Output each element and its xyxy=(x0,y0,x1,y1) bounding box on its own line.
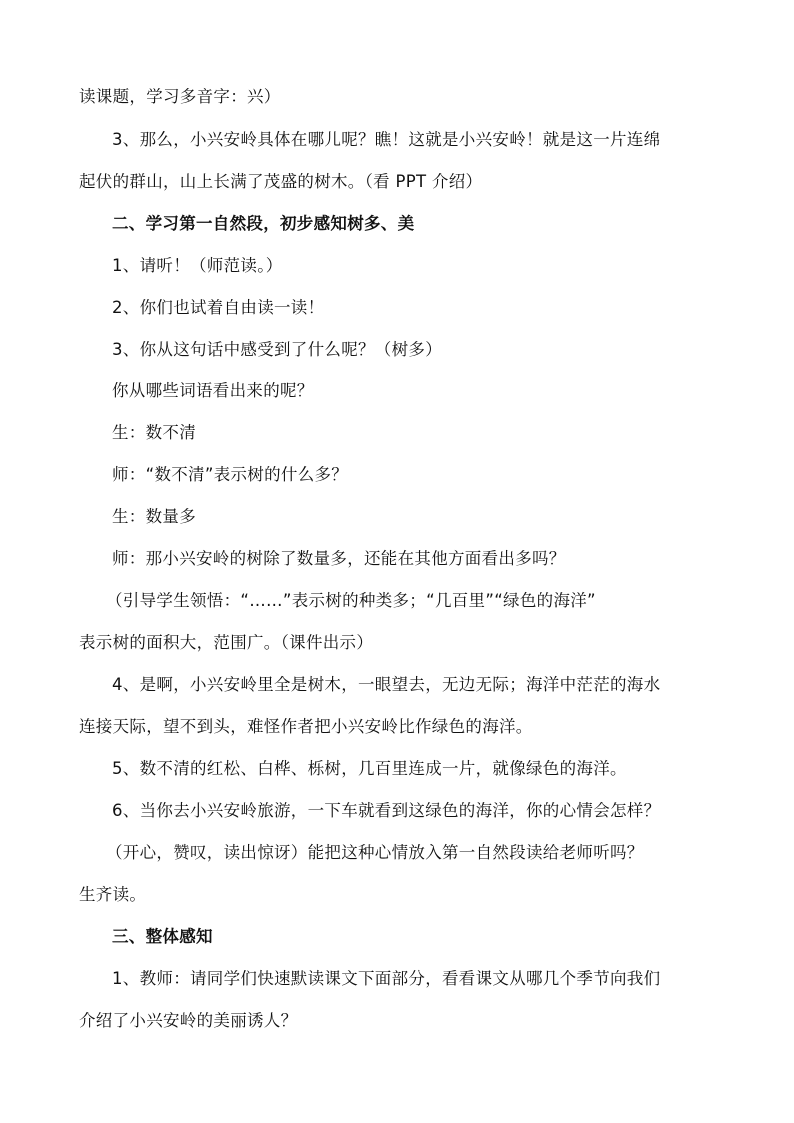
text-line: 师：那小兴安岭的树除了数量多，还能在其他方面看出多吗？ xyxy=(112,549,566,568)
text-line: 1、教师：请同学们快速默读课文下面部分，看看课文从哪几个季节向我们 xyxy=(112,969,661,988)
text-line: 起伏的群山，山上长满了茂盛的树木。（看 PPT 介绍） xyxy=(79,172,483,191)
text-line: 介绍了小兴安岭的美丽诱人？ xyxy=(79,1011,298,1030)
section-heading: 三、整体感知 xyxy=(112,927,213,946)
text-line: 连接天际，望不到头，难怪作者把小兴安岭比作绿色的海洋。 xyxy=(79,717,533,736)
text-line: 生：数不清 xyxy=(112,423,196,442)
text-line: 师：“数不清”表示树的什么多？ xyxy=(112,465,349,484)
text-line: 2、你们也试着自由读一读！ xyxy=(112,298,325,317)
text-line: 6、当你去小兴安岭旅游，一下车就看到这绿色的海洋，你的心情会怎样？ xyxy=(112,801,661,820)
text-line: 3、那么，小兴安岭具体在哪儿呢？瞧！这就是小兴安岭！就是这一片连绵 xyxy=(112,130,661,149)
text-line: （引导学生领悟：“……”表示树的种类多；“几百里”“绿色的海洋” xyxy=(106,591,596,610)
text-line: 生齐读。 xyxy=(79,885,147,904)
text-line: 3、你从这句话中感受到了什么呢？（树多） xyxy=(112,340,442,359)
text-line: 表示树的面积大，范围广。（课件出示） xyxy=(79,633,374,652)
text-line: 1、请听！（师范读。） xyxy=(112,256,283,275)
text-line: （开心，赞叹，读出惊讶）能把这种心情放入第一自然段读给老师听吗？ xyxy=(106,843,644,862)
text-line: 读课题，学习多音字：兴） xyxy=(79,87,281,106)
text-line: 5、数不清的红松、白桦、栎树，几百里连成一片，就像绿色的海洋。 xyxy=(112,759,627,778)
text-line: 生：数量多 xyxy=(112,507,196,526)
text-line: 4、是啊，小兴安岭里全是树木，一眼望去，无边无际；海洋中茫茫的海水 xyxy=(112,675,661,694)
text-line: 你从哪些词语看出来的呢？ xyxy=(112,381,314,400)
section-heading: 二、学习第一自然段，初步感知树多、美 xyxy=(112,214,415,233)
